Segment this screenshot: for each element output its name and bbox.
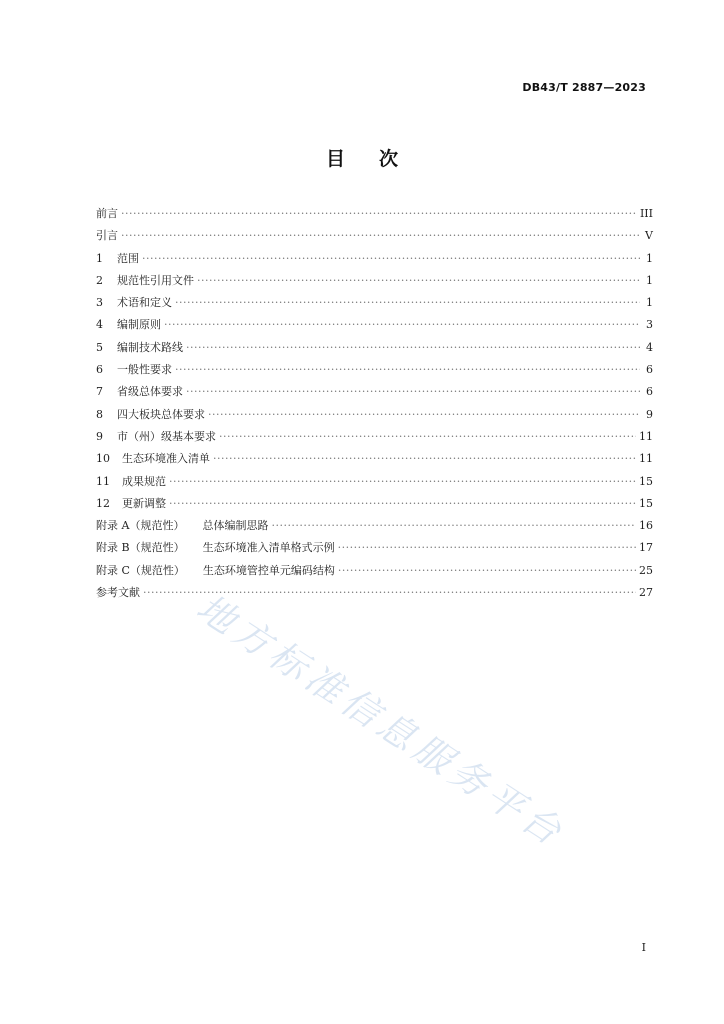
toc-entry[interactable]	[96, 381, 653, 403]
toc-entry-page: 17	[639, 541, 653, 555]
toc-entry-label: 术语和定义	[117, 296, 172, 310]
toc-entry-page: 11	[639, 452, 653, 466]
toc-entry-title	[96, 359, 172, 381]
toc-entry[interactable]	[96, 314, 653, 336]
toc-entry-label: 前言	[96, 207, 118, 220]
toc-entry[interactable]	[96, 337, 653, 359]
toc-entry-number: 3	[96, 296, 103, 310]
toc-entry-title	[96, 314, 161, 336]
toc-entry-page: 9	[646, 407, 653, 421]
toc-entry-label: 规范性引用文件	[117, 273, 194, 287]
toc-entry-number: 12	[96, 496, 110, 510]
toc-leader-dots	[186, 337, 640, 359]
toc-entry-title	[96, 448, 210, 470]
toc-entry-number: 6	[96, 363, 103, 377]
toc-leader-dots	[338, 537, 636, 559]
toc-entry-number: 9	[96, 429, 103, 443]
toc-entry-number: 8	[96, 407, 103, 421]
toc-entry-label: 四大板块总体要求	[117, 407, 205, 421]
toc-entry-label: 总体编制思路	[202, 519, 269, 533]
toc-leader-dots	[175, 292, 640, 314]
toc-entry-page: V	[645, 229, 653, 243]
toc-entry-number: 附录 A（规范性）	[96, 519, 185, 533]
toc-entry-label: 编制技术路线	[117, 340, 183, 354]
toc-entry-title	[96, 582, 140, 604]
toc-entry-page: 6	[646, 363, 653, 377]
toc-entry[interactable]	[96, 471, 653, 493]
toc-entry-page: 27	[639, 586, 653, 600]
page-title: 目次	[325, 148, 432, 170]
toc-entry-title	[96, 270, 194, 292]
toc-leader-dots	[186, 381, 640, 403]
doc-code: DB43/T 2887—2023	[522, 81, 646, 94]
toc-entry-number: 11	[96, 474, 110, 488]
toc-entry-page: 15	[639, 474, 653, 488]
toc-entry-label: 市（州）级基本要求	[117, 429, 216, 443]
toc-entry-label: 引言	[96, 229, 118, 243]
toc-entry-title	[96, 493, 166, 515]
toc-leader-dots	[197, 270, 640, 292]
toc-entry-number: 7	[96, 385, 103, 399]
toc-entry-title	[96, 292, 172, 314]
toc-entry[interactable]	[96, 515, 653, 537]
toc-entry-number: 4	[96, 318, 103, 332]
toc-entry-number: 附录 C（规范性）	[96, 563, 185, 577]
toc-entry-label: 生态环境准入清单格式示例	[202, 541, 335, 555]
toc-entry-title	[96, 515, 268, 537]
toc-entry-page: III	[639, 207, 653, 220]
toc-entry-title	[96, 471, 166, 493]
toc-entry-number: 10	[96, 452, 110, 466]
toc-leader-dots	[338, 560, 636, 582]
toc-entry-page: 3	[646, 318, 653, 332]
toc-leader-dots	[169, 471, 636, 493]
toc-entry-label: 成果规范	[122, 474, 166, 488]
toc-entry-title	[96, 537, 335, 559]
toc-leader-dots	[121, 203, 637, 225]
toc-entry-number: 1	[96, 251, 103, 265]
toc-entry[interactable]	[96, 448, 653, 470]
toc-entry[interactable]	[96, 203, 653, 225]
watermark-text: 地方标准信息服务平台	[189, 585, 574, 857]
toc-entry[interactable]	[96, 582, 653, 604]
toc-entry-page: 1	[646, 273, 653, 287]
toc-entry-page: 25	[639, 563, 653, 577]
toc-entry[interactable]	[96, 537, 653, 559]
toc-entry-number: 5	[96, 340, 103, 354]
toc-entry[interactable]	[96, 248, 653, 270]
toc-entry-page: 11	[639, 429, 653, 443]
toc-entry-number: 附录 B（规范性）	[96, 541, 185, 555]
toc-entry-label: 范围	[117, 251, 139, 265]
toc-entry-title	[96, 203, 118, 225]
toc-leader-dots	[208, 404, 640, 426]
toc-entry-label: 编制原则	[117, 318, 161, 332]
table-of-contents	[96, 203, 653, 604]
toc-entry-title	[96, 560, 335, 582]
toc-leader-dots	[175, 359, 640, 381]
toc-entry-title	[96, 248, 139, 270]
toc-entry[interactable]	[96, 560, 653, 582]
toc-entry[interactable]	[96, 404, 653, 426]
toc-leader-dots	[213, 448, 636, 470]
toc-entry-label: 生态环境准入清单	[122, 452, 210, 466]
toc-entry[interactable]	[96, 359, 653, 381]
toc-entry-number: 2	[96, 273, 103, 287]
toc-leader-dots	[271, 515, 636, 537]
toc-entry-page: 15	[639, 496, 653, 510]
toc-entry-page: 6	[646, 385, 653, 399]
toc-entry-label: 生态环境管控单元编码结构	[202, 563, 335, 577]
toc-leader-dots	[164, 314, 640, 336]
toc-entry-label: 省级总体要求	[117, 385, 183, 399]
toc-entry[interactable]	[96, 292, 653, 314]
toc-entry-label: 参考文献	[96, 586, 140, 600]
toc-entry-title	[96, 225, 118, 247]
toc-leader-dots	[142, 248, 640, 270]
toc-entry-page: 1	[646, 251, 653, 265]
page-number: I	[641, 941, 646, 954]
toc-entry-title	[96, 426, 216, 448]
toc-entry-label: 更新调整	[122, 496, 166, 510]
toc-entry-title	[96, 404, 205, 426]
toc-entry-title	[96, 381, 183, 403]
toc-entry-label: 一般性要求	[117, 363, 172, 377]
toc-entry-page: 1	[646, 296, 653, 310]
toc-entry-page: 16	[639, 519, 653, 533]
toc-leader-dots	[219, 426, 636, 448]
toc-leader-dots	[169, 493, 636, 515]
toc-entry[interactable]	[96, 270, 653, 292]
toc-leader-dots	[121, 225, 640, 247]
toc-entry[interactable]	[96, 493, 653, 515]
toc-entry-page: 4	[646, 340, 653, 354]
toc-entry[interactable]	[96, 426, 653, 448]
toc-entry[interactable]	[96, 225, 653, 247]
toc-entry-title	[96, 337, 183, 359]
